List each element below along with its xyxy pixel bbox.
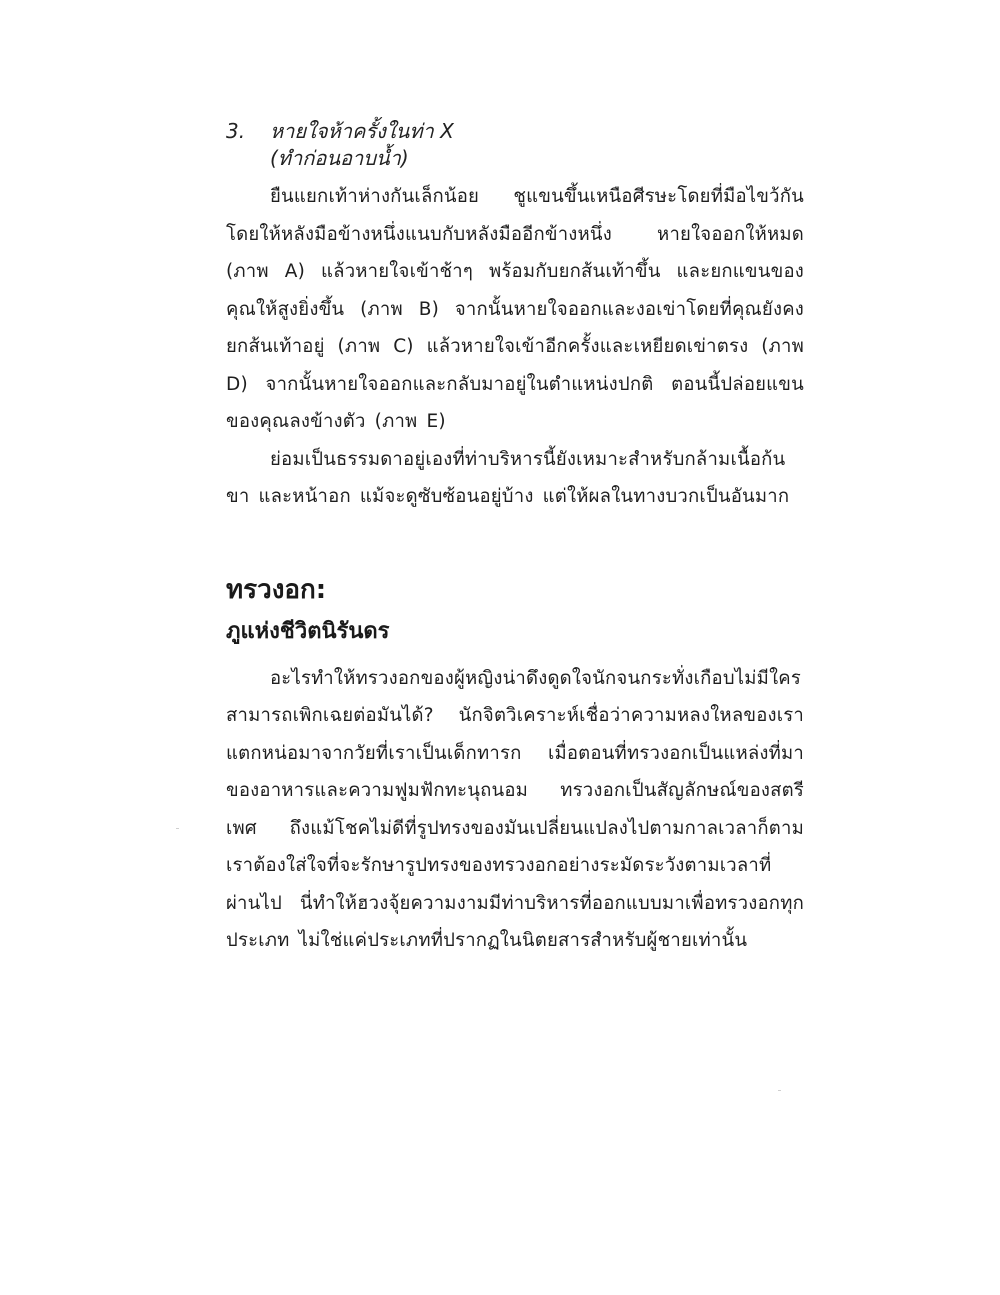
exercise-title-block [270, 118, 454, 172]
exercise-paragraph-2: ย่อมเป็นธรรมดาอยู่เองที่ท่าบริหารนี้ยังเหมาะสำหรับกล้ามเนื้อก้น ขา และหน้าอก แม้จะดูซับซ้อนอยู่บ้าง แต่ให้ผลในทางบวกเป็นอันมาก [226, 448, 790, 507]
section-title: ทรวงอก: [226, 574, 327, 605]
scan-speck [778, 1090, 781, 1091]
page-content [226, 118, 804, 960]
section-subtitle: ภูแห่งชีวิตนิรันดร [226, 618, 390, 644]
exercise-number: 3. [226, 119, 246, 143]
exercise-subtitle: (ทำก่อนอาบน้ำ) [270, 146, 409, 170]
exercise-paragraph-1: ยืนแยกเท้าห่างกันเล็กน้อย ชูแขนขึ้นเหนือศีรษะโดยที่มือไขว้กันโดยให้หลังมือข้างหนึ่งแนบกับหลังมืออีกข้างหนึ่ง หายใจออกให้หมด (ภาพ A) แล้วหายใจเข้าช้าๆ พร้อมกับยกส้นเท้าขึ้น และยกแขนของคุณให้สูงยิ่งขึ้น (ภาพ B) จากนั้นหายใจออกและงอเข่าโดยที่คุณยังคงยกส้นเท้าอยู่ (ภาพ C) แล้วหายใจเข้าอีกครั้งและเหยียดเข่าตรง (ภาพ D) จากนั้นหายใจออกและกลับมาอยู่ในตำแหน่งปกติ ตอนนี้ปล่อยแขนของคุณลงข้างตัว (ภาพ E) [226, 186, 804, 432]
scan-speck [176, 828, 179, 829]
exercise-heading [226, 118, 804, 172]
exercise-title: หายใจห้าครั้งในท่า X [270, 119, 454, 143]
section-paragraph: อะไรทำให้ทรวงอกของผู้หญิงน่าดึงดูดใจนักจนกระทั่งเกือบไม่มีใครสามารถเพิกเฉยต่อมันได้? นักจิตวิเคราะห์เชื่อว่าความหลงใหลของเราแตกหน่อมาจากวัยที่เราเป็นเด็กทารก เมื่อตอนที่ทรวงอกเป็นแหล่งที่มาของอาหารและความฟูมฟักทะนุถนอม ทรวงอกเป็นสัญลักษณ์ของสตรีเพศ ถึงแม้โชคไม่ดีที่รูปทรงของมันเปลี่ยนแปลงไปตามกาลเวลาก็ตาม เราต้องใส่ใจที่จะรักษารูปทรงของทรวงอกอย่างระมัดระวังตามเวลาที่ผ่านไป นี่ทำให้ฮวงจุ้ยความงามมีท่าบริหารที่ออกแบบมาเพื่อทรวงอกทุกประเภท ไม่ใช่แค่ประเภทที่ปรากฏในนิตยสารสำหรับผู้ชายเท่านั้น [226, 667, 804, 951]
